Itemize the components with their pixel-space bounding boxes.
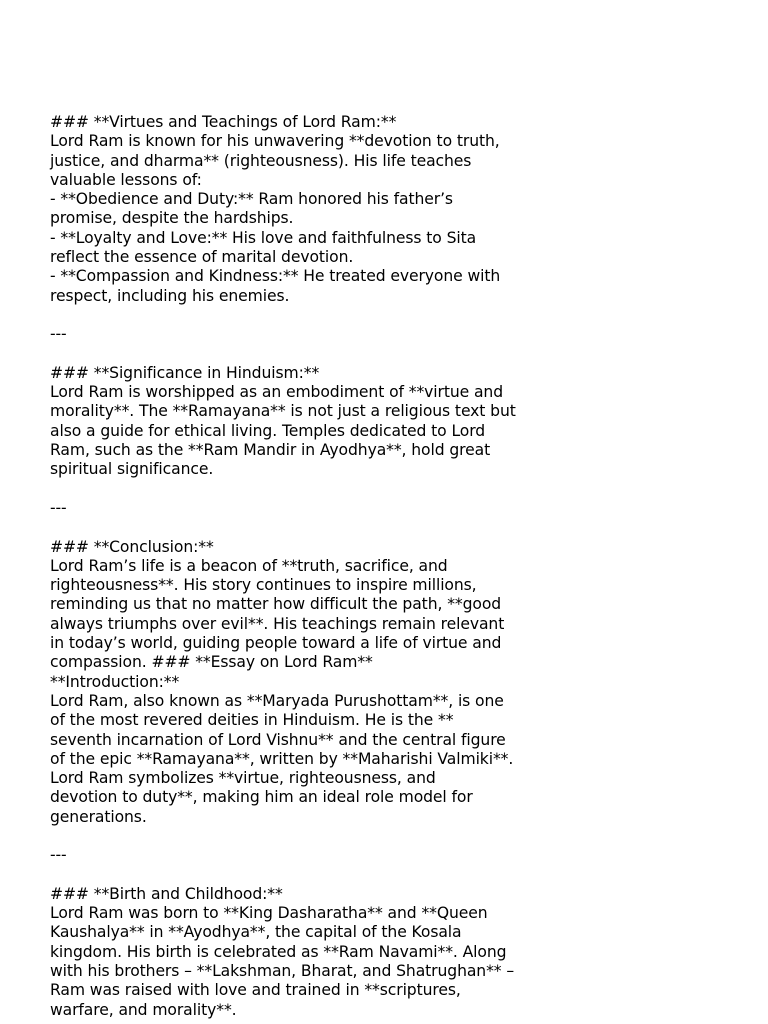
text-line: **Introduction:** <box>50 672 180 691</box>
text-line: Lord Ram was born to **King Dasharatha** and **Queen <box>50 904 488 923</box>
text-line: justice, and dharma** (righteousness). His life teaches <box>50 151 472 170</box>
text-line: Lord Ram is known for his unwavering **devotion to truth, <box>50 132 500 151</box>
text-line: spiritual significance. <box>50 460 214 479</box>
text-line: Lord Ram symbolizes **virtue, righteousness, and <box>50 769 436 788</box>
text-line: of the epic **Ramayana**, written by **Maharishi Valmiki**. <box>50 749 514 768</box>
text-line: compassion. ### **Essay on Lord Ram** <box>50 653 373 672</box>
text-line: ### **Birth and Childhood:** <box>50 884 283 903</box>
text-line: Lord Ram’s life is a beacon of **truth, sacrifice, and <box>50 556 448 575</box>
text-line: Ram, such as the **Ram Mandir in Ayodhya**, hold great <box>50 441 491 460</box>
text-line: righteousness**. His story continues to inspire millions, <box>50 576 477 595</box>
text-line: Kaushalya** in **Ayodhya**, the capital of the Kosala <box>50 923 462 942</box>
blank-line <box>50 306 540 325</box>
text-line: --- <box>50 498 67 517</box>
text-line: valuable lessons of: <box>50 170 202 189</box>
text-line: in today’s world, guiding people toward a life of virtue and <box>50 634 502 653</box>
text-line: promise, despite the hardships. <box>50 209 294 228</box>
blank-line <box>50 827 540 846</box>
blank-line <box>50 480 540 499</box>
text-line: kingdom. His birth is celebrated as **Ram Navami**. Along <box>50 942 507 961</box>
document-body <box>50 113 540 1020</box>
text-line: generations. <box>50 807 147 826</box>
text-line: devotion to duty**, making him an ideal role model for <box>50 788 473 807</box>
blank-line <box>50 866 540 885</box>
text-line: Lord Ram, also known as **Maryada Purushottam**, is one <box>50 691 504 710</box>
text-line: - **Compassion and Kindness:** He treated everyone with <box>50 267 501 286</box>
text-line: warfare, and morality**. <box>50 1000 237 1019</box>
text-line: Ram was raised with love and trained in **scriptures, <box>50 981 461 1000</box>
text-line: morality**. The **Ramayana** is not just a religious text but <box>50 402 516 421</box>
text-line: reflect the essence of marital devotion. <box>50 248 354 267</box>
blank-line <box>50 518 540 537</box>
text-line: seventh incarnation of Lord Vishnu** and the central figure <box>50 730 506 749</box>
text-line: - **Loyalty and Love:** His love and faithfulness to Sita <box>50 228 477 247</box>
text-line: respect, including his enemies. <box>50 286 290 305</box>
text-line: reminding us that no matter how difficult the path, **good <box>50 595 502 614</box>
text-line: - **Obedience and Duty:** Ram honored his father’s <box>50 190 453 209</box>
text-line: Lord Ram is worshipped as an embodiment of **virtue and <box>50 383 504 402</box>
text-line: --- <box>50 846 67 865</box>
text-line: of the most revered deities in Hinduism. He is the ** <box>50 711 454 730</box>
text-line: --- <box>50 325 67 344</box>
text-line: ### **Conclusion:** <box>50 537 214 556</box>
text-line: also a guide for ethical living. Temples dedicated to Lord <box>50 421 486 440</box>
blank-line <box>50 345 540 364</box>
text-line: ### **Significance in Hinduism:** <box>50 363 320 382</box>
text-line: always triumphs over evil**. His teachings remain relevant <box>50 614 505 633</box>
text-line: with his brothers – **Lakshman, Bharat, and Shatrughan** – <box>50 962 515 981</box>
text-line: ### **Virtues and Teachings of Lord Ram:** <box>50 113 397 131</box>
